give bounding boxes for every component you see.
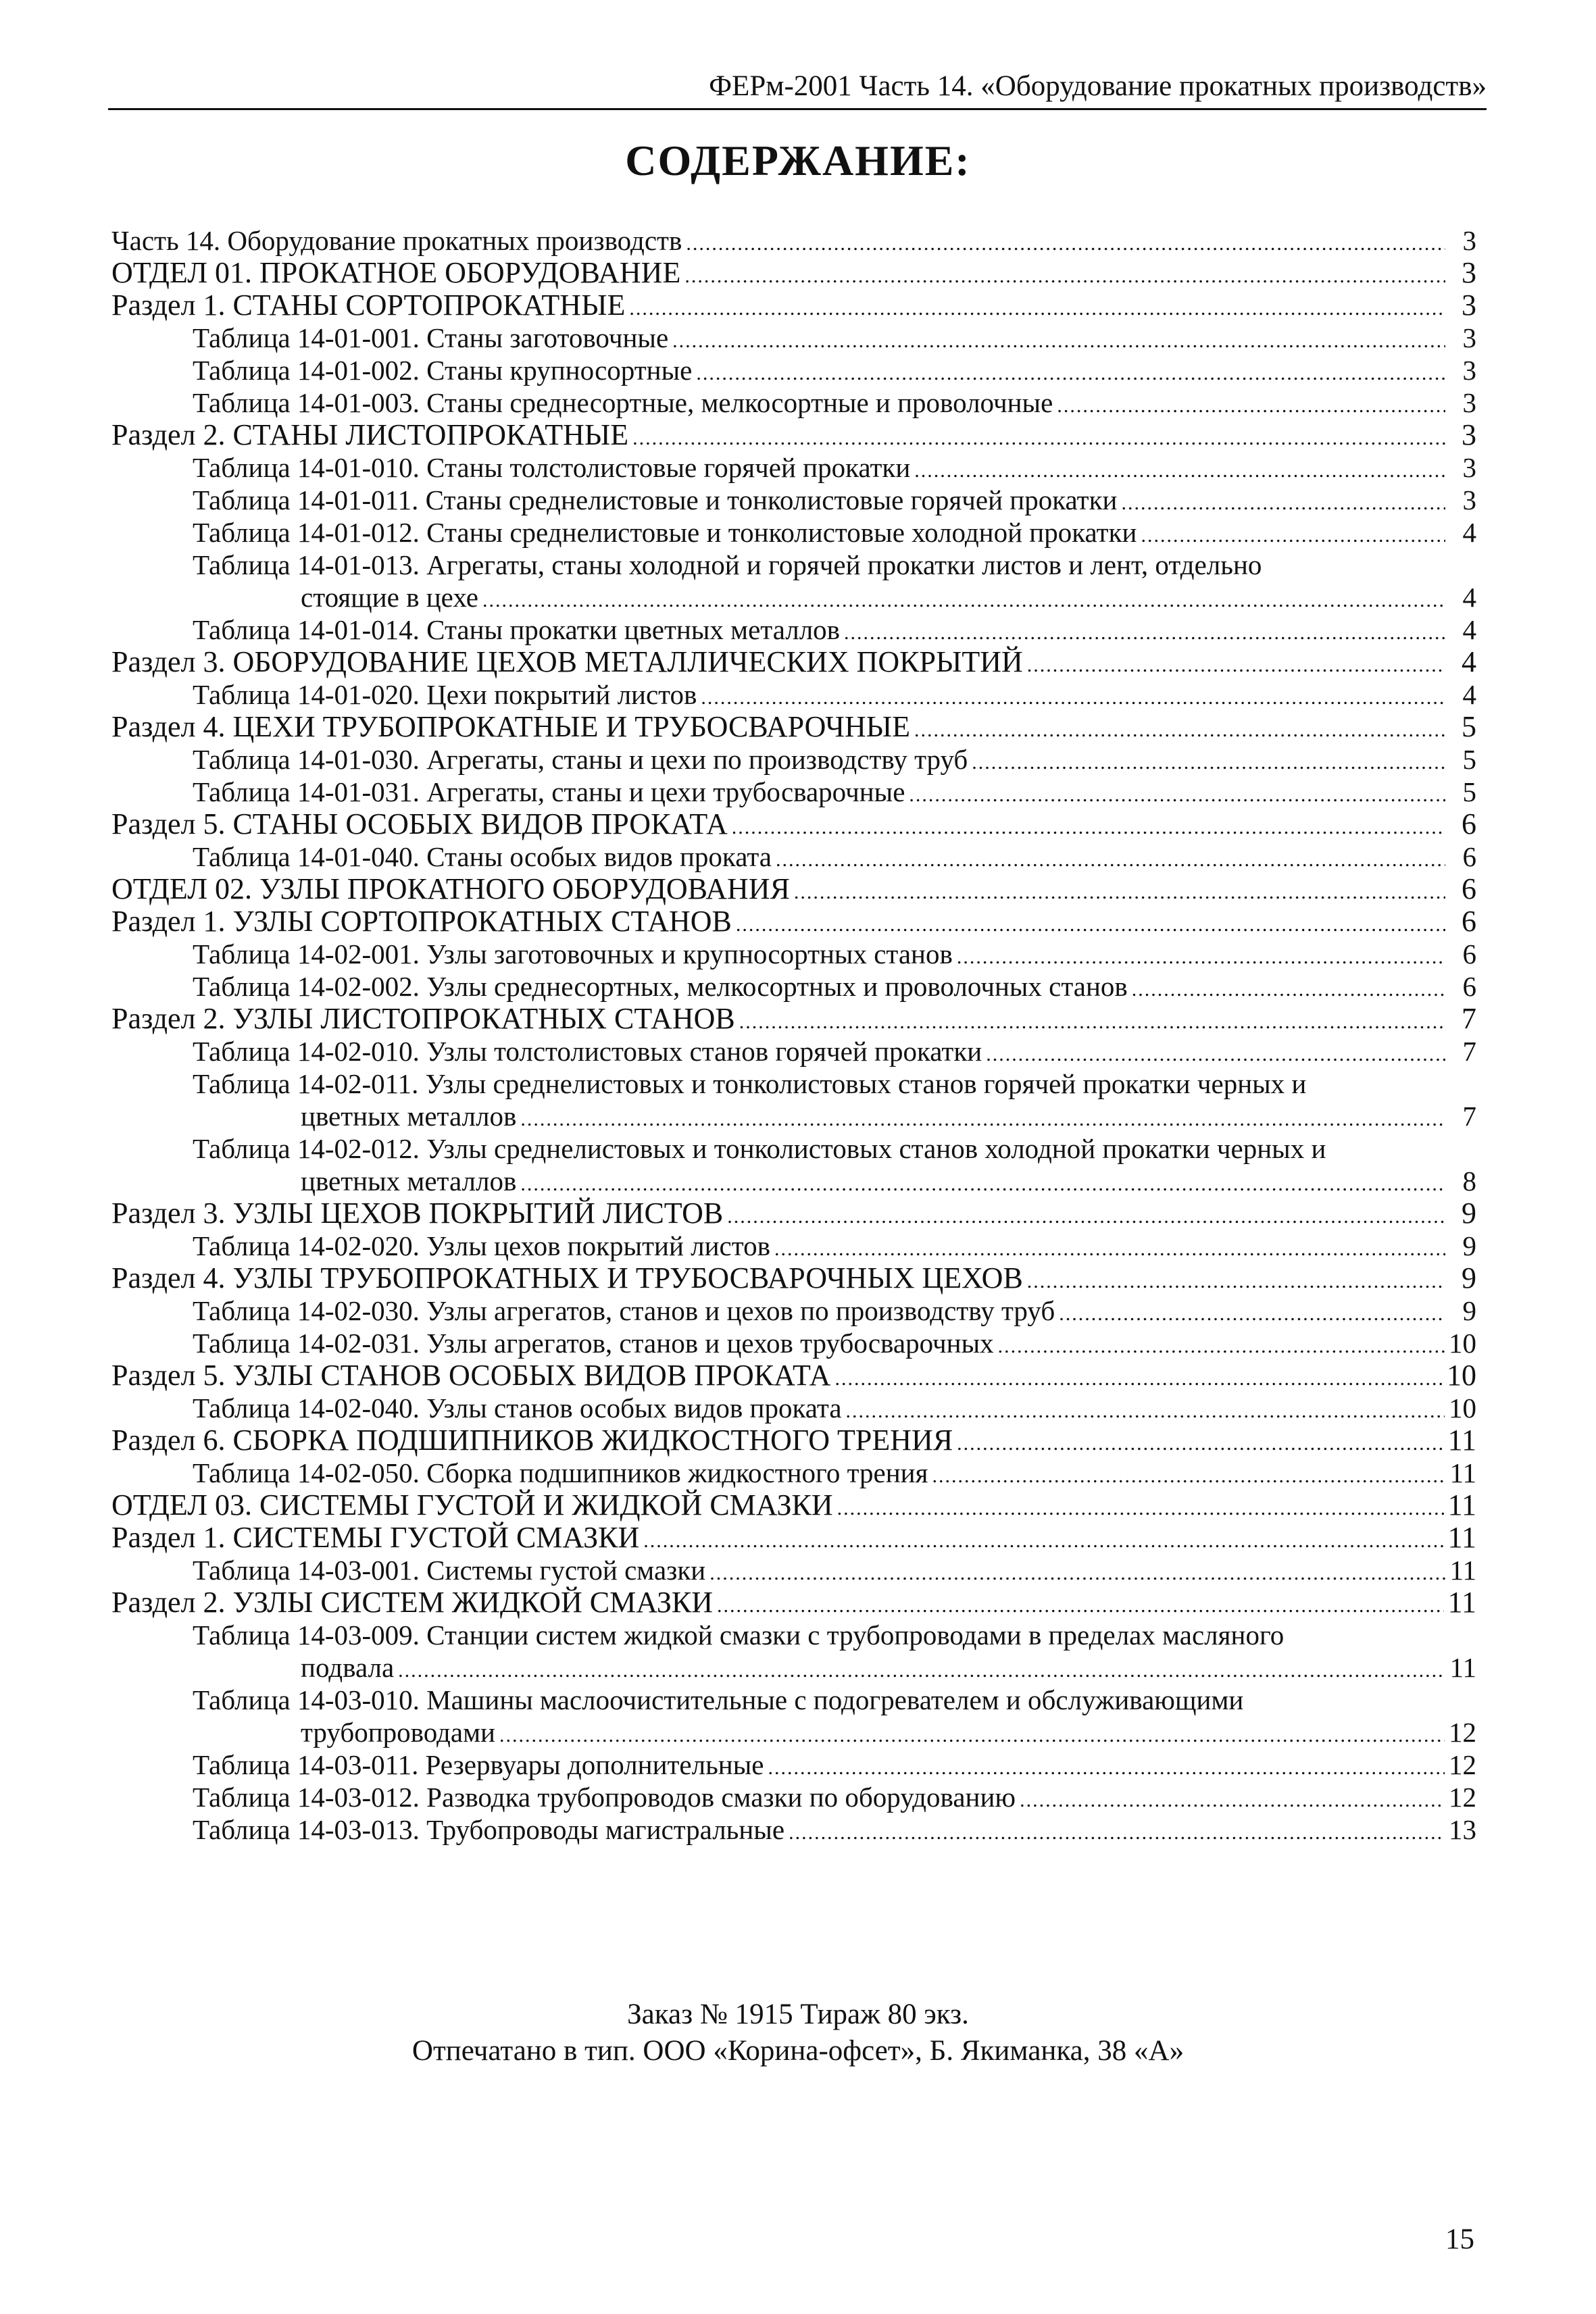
toc-entry-title: Таблица 14-02-011. Узлы среднелистовых и тонколистовых станов горячей прокатки черных и: [193, 1068, 1307, 1099]
toc-entry-title: подвала: [301, 1652, 395, 1683]
toc-entry-page: 9: [1462, 1295, 1476, 1326]
toc-entry-title: ОТДЕЛ 03. СИСТЕМЫ ГУСТОЙ И ЖИДКОЙ СМАЗКИ: [111, 1488, 833, 1521]
toc-entry: [111, 678, 1476, 711]
toc-entry: [111, 743, 1476, 776]
toc-entry-page: 4: [1462, 614, 1476, 645]
toc-entry-title: ОТДЕЛ 01. ПРОКАТНОЕ ОБОРУДОВАНИЕ: [111, 256, 681, 289]
toc-entry-title: Таблица 14-03-010. Машины маслоочистительные с подогревателем и обслуживающими: [193, 1684, 1244, 1715]
toc-entry-title: Таблица 14-03-001. Системы густой смазки: [193, 1555, 706, 1586]
toc-entry-title: Таблица 14-01-003. Станы среднесортные, мелкосортные и проволочные: [193, 387, 1053, 418]
toc-entry-page: 4: [1462, 679, 1476, 710]
toc-entry-page: 5: [1462, 776, 1476, 807]
toc-entry: [111, 1813, 1476, 1846]
toc-entry-title: Раздел 1. СТАНЫ СОРТОПРОКАТНЫЕ: [111, 288, 626, 322]
toc-entry-page: 12: [1449, 1749, 1476, 1780]
toc-entry-title: Таблица 14-01-031. Агрегаты, станы и цехи трубосварочные: [193, 776, 905, 807]
toc-entry-title: стоящие в цехе: [301, 582, 478, 613]
imprint-order-line: Заказ № 1915 Тираж 80 экз.: [627, 1998, 969, 2030]
toc-entry: [111, 451, 1476, 484]
toc-leader-dots: [1132, 974, 1445, 1006]
toc-entry-page: 11: [1447, 1521, 1476, 1554]
toc-entry: [111, 905, 1476, 938]
toc-entry: [111, 873, 1476, 905]
toc-entry: [111, 808, 1476, 840]
toc-entry-title: Таблица 14-02-030. Узлы агрегатов, станов и цехов по производству труб: [193, 1295, 1055, 1326]
toc-entry: [111, 1100, 1476, 1132]
toc-leader-dots: [520, 1103, 1445, 1136]
toc-leader-dots: [632, 422, 1445, 455]
toc-entry-page: 9: [1462, 1197, 1476, 1230]
toc-entry-title: Раздел 1. СИСТЕМЫ ГУСТОЙ СМАЗКИ: [111, 1521, 640, 1554]
toc-leader-dots: [717, 1590, 1444, 1622]
toc-leader-dots: [1059, 1298, 1445, 1330]
toc-entry: [111, 1457, 1476, 1489]
toc-entry-title: Таблица 14-01-011. Станы среднелистовые и тонколистовые горячей прокатки: [193, 484, 1118, 515]
toc-entry-page: 8: [1462, 1165, 1476, 1197]
toc-entry-page: 11: [1449, 1555, 1476, 1586]
toc-leader-dots: [986, 1038, 1445, 1071]
toc-entry-page: 3: [1462, 484, 1476, 515]
toc-entry: [111, 484, 1476, 516]
toc-entry-page: 9: [1462, 1261, 1476, 1294]
toc-entry: [111, 1489, 1476, 1521]
toc-leader-dots: [834, 1363, 1443, 1395]
toc-entry-title: Таблица 14-01-020. Цехи покрытий листов: [193, 679, 697, 710]
toc-entry-page: 10: [1447, 1359, 1476, 1392]
toc-leader-dots: [629, 293, 1445, 325]
toc-entry-page: 4: [1462, 582, 1476, 613]
toc-entry: [111, 581, 1476, 613]
toc-leader-dots: [957, 941, 1445, 974]
toc-entry: [111, 1392, 1476, 1424]
toc-entry: [111, 322, 1476, 354]
toc-entry-page: 4: [1462, 517, 1476, 548]
toc-entry: [111, 386, 1476, 419]
toc-leader-dots: [701, 682, 1445, 714]
toc-entry-title: ОТДЕЛ 02. УЗЛЫ ПРОКАТНОГО ОБОРУДОВАНИЯ: [111, 872, 790, 905]
toc-entry-title: Таблица 14-02-002. Узлы среднесортных, мелкосортных и проволочных станов: [193, 971, 1128, 1002]
toc-entry-page: 5: [1462, 710, 1476, 743]
toc-entry-page: 6: [1462, 807, 1476, 840]
toc-entry-page: 10: [1449, 1392, 1476, 1424]
imprint: [0, 1996, 1596, 2069]
toc-entry-title: Таблица 14-01-014. Станы прокатки цветных металлов: [193, 614, 841, 645]
toc-entry-title: Таблица 14-01-012. Станы среднелистовые и тонколистовые холодной прокатки: [193, 517, 1137, 548]
toc-entry-title: Таблица 14-02-031. Узлы агрегатов, станов и цехов трубосварочных: [193, 1328, 994, 1359]
toc-entry-page: 9: [1462, 1230, 1476, 1261]
toc-entry: [111, 1521, 1476, 1554]
toc-entry: [111, 1781, 1476, 1813]
toc-entry-title: Часть 14. Оборудование прокатных производств: [111, 225, 682, 256]
toc-entry: [111, 1716, 1476, 1749]
toc-leader-dots: [398, 1655, 1445, 1687]
toc-entry: [111, 419, 1476, 451]
toc-entry: [111, 516, 1476, 549]
toc-entry: [111, 1619, 1476, 1651]
toc-entry-title: Таблица 14-03-013. Трубопроводы магистральные: [193, 1814, 785, 1845]
toc-leader-dots: [736, 909, 1445, 941]
toc-leader-dots: [1020, 1784, 1445, 1817]
toc-entry: [111, 1749, 1476, 1781]
toc-entry: [111, 613, 1476, 646]
toc-entry: [111, 549, 1476, 581]
toc-entry-page: 10: [1449, 1328, 1476, 1359]
toc-leader-dots: [768, 1752, 1445, 1784]
toc-entry-page: 5: [1462, 744, 1476, 775]
toc-entry: [111, 1554, 1476, 1586]
toc-leader-dots: [957, 1428, 1443, 1460]
toc-entry-page: 6: [1462, 841, 1476, 872]
toc-entry: [111, 1165, 1476, 1197]
toc-leader-dots: [684, 260, 1445, 293]
toc-entry: [111, 646, 1476, 678]
toc-leader-dots: [914, 714, 1445, 747]
table-of-contents: [111, 224, 1476, 1846]
toc-entry-page: 3: [1462, 452, 1476, 483]
toc-leader-dots: [643, 1525, 1443, 1557]
toc-entry: [111, 1359, 1476, 1392]
toc-entry: [111, 840, 1476, 873]
toc-entry: [111, 1651, 1476, 1684]
toc-entry-page: 6: [1462, 905, 1476, 938]
toc-entry-title: Таблица 14-01-013. Агрегаты, станы холодной и горячей прокатки листов и лент, отдельно: [193, 549, 1262, 580]
toc-entry-page: 4: [1462, 645, 1476, 678]
toc-entry-title: Раздел 3. ОБОРУДОВАНИЕ ЦЕХОВ МЕТАЛЛИЧЕСКИХ ПОКРЫТИЙ: [111, 645, 1023, 678]
toc-leader-dots: [972, 747, 1445, 779]
toc-entry-page: 11: [1447, 1586, 1476, 1619]
toc-leader-dots: [914, 455, 1445, 487]
toc-entry-title: Таблица 14-01-030. Агрегаты, станы и цехи по производству труб: [193, 744, 968, 775]
toc-entry: [111, 1230, 1476, 1262]
toc-leader-dots: [1121, 487, 1445, 520]
toc-entry-title: цветных металлов: [301, 1101, 517, 1132]
toc-entry-page: 12: [1449, 1717, 1476, 1748]
toc-entry-title: Раздел 4. УЗЛЫ ТРУБОПРОКАТНЫХ И ТРУБОСВАРОЧНЫХ ЦЕХОВ: [111, 1261, 1023, 1294]
toc-leader-dots: [932, 1460, 1445, 1492]
toc-leader-dots: [727, 1201, 1445, 1233]
toc-entry-title: Раздел 6. СБОРКА ПОДШИПНИКОВ ЖИДКОСТНОГО ТРЕНИЯ: [111, 1424, 953, 1457]
toc-entry-page: 7: [1462, 1101, 1476, 1132]
toc-entry-title: Таблица 14-02-020. Узлы цехов покрытий листов: [193, 1230, 770, 1261]
toc-entry-title: Таблица 14-03-011. Резервуары дополнительные: [193, 1749, 764, 1780]
toc-entry-page: 11: [1449, 1457, 1476, 1488]
toc-entry-title: Раздел 5. СТАНЫ ОСОБЫХ ВИДОВ ПРОКАТА: [111, 807, 728, 840]
toc-leader-dots: [837, 1492, 1444, 1525]
toc-entry: [111, 1684, 1476, 1716]
toc-entry-page: 3: [1462, 322, 1476, 353]
toc-entry: [111, 1327, 1476, 1359]
toc-entry-title: Раздел 2. УЗЛЫ СИСТЕМ ЖИДКОЙ СМАЗКИ: [111, 1586, 714, 1619]
toc-entry-title: Таблица 14-01-040. Станы особых видов проката: [193, 841, 772, 872]
toc-entry: [111, 776, 1476, 808]
toc-entry-page: 7: [1462, 1002, 1476, 1035]
toc-entry-title: Раздел 2. УЗЛЫ ЛИСТОПРОКАТНЫХ СТАНОВ: [111, 1002, 735, 1035]
toc-entry-title: Раздел 5. УЗЛЫ СТАНОВ ОСОБЫХ ВИДОВ ПРОКАТА: [111, 1359, 831, 1392]
toc-entry-page: 3: [1462, 256, 1476, 289]
toc-entry-title: Раздел 3. УЗЛЫ ЦЕХОВ ПОКРЫТИЙ ЛИСТОВ: [111, 1197, 724, 1230]
toc-entry-title: Таблица 14-02-012. Узлы среднелистовых и тонколистовых станов холодной прокатки черных и: [193, 1133, 1326, 1164]
toc-entry-page: 3: [1462, 288, 1476, 322]
toc-leader-dots: [672, 325, 1445, 357]
toc-leader-dots: [1027, 649, 1445, 682]
toc-entry-title: Таблица 14-02-050. Сборка подшипников жидкостного трения: [193, 1457, 928, 1488]
toc-leader-dots: [844, 617, 1445, 649]
toc-entry: [111, 354, 1476, 386]
toc-leader-dots: [794, 876, 1445, 909]
toc-leader-dots: [709, 1557, 1445, 1590]
toc-leader-dots: [998, 1330, 1445, 1363]
running-header: ФЕРм-2001 Часть 14. «Оборудование прокатных производств»: [108, 68, 1487, 110]
toc-entry-title: Раздел 4. ЦЕХИ ТРУБОПРОКАТНЫЕ И ТРУБОСВАРОЧНЫЕ: [111, 710, 910, 743]
toc-entry: [111, 1132, 1476, 1165]
toc-entry-page: 6: [1462, 938, 1476, 970]
toc-entry-page: 12: [1449, 1782, 1476, 1813]
toc-leader-dots: [732, 811, 1445, 844]
toc-leader-dots: [774, 1233, 1445, 1265]
toc-entry-title: Раздел 2. СТАНЫ ЛИСТОПРОКАТНЫЕ: [111, 418, 629, 451]
toc-entry: [111, 1067, 1476, 1100]
toc-entry-page: 13: [1449, 1814, 1476, 1845]
toc-entry-page: 11: [1447, 1488, 1476, 1521]
toc-entry-title: Таблица 14-02-040. Узлы станов особых видов проката: [193, 1392, 842, 1424]
toc-leader-dots: [739, 1006, 1445, 1038]
toc-entry-title: Таблица 14-01-002. Станы крупносортные: [193, 355, 693, 386]
toc-leader-dots: [696, 357, 1445, 390]
toc-entry-page: 3: [1462, 225, 1476, 256]
toc-entry: [111, 257, 1476, 289]
page-title: СОДЕРЖАНИЕ:: [625, 136, 971, 184]
imprint-printer-line: Отпечатано в тип. ООО «Корина-офсет», Б. Якиманка, 38 «А»: [412, 2035, 1184, 2067]
toc-entry: [111, 1424, 1476, 1457]
toc-leader-dots: [482, 584, 1445, 617]
toc-entry-page: 3: [1462, 418, 1476, 451]
toc-leader-dots: [686, 228, 1445, 260]
toc-entry: [111, 289, 1476, 322]
toc-entry: [111, 1294, 1476, 1327]
toc-entry: [111, 711, 1476, 743]
toc-leader-dots: [776, 844, 1445, 876]
toc-entry-page: 11: [1447, 1424, 1476, 1457]
toc-leader-dots: [846, 1395, 1445, 1428]
toc-entry-title: Таблица 14-01-001. Станы заготовочные: [193, 322, 669, 353]
page-number: 15: [1445, 2223, 1474, 2255]
toc-entry-page: 11: [1449, 1652, 1476, 1683]
toc-entry-page: 3: [1462, 387, 1476, 418]
toc-leader-dots: [1027, 1265, 1445, 1298]
toc-entry: [111, 970, 1476, 1003]
toc-entry: [111, 938, 1476, 970]
toc-entry-title: Таблица 14-02-010. Узлы толстолистовых станов горячей прокатки: [193, 1036, 982, 1067]
toc-entry-page: 6: [1462, 971, 1476, 1002]
toc-entry-title: Таблица 14-03-009. Станции систем жидкой смазки с трубопроводами в пределах масляного: [193, 1619, 1285, 1651]
toc-entry-title: цветных металлов: [301, 1165, 517, 1197]
toc-leader-dots: [499, 1719, 1445, 1752]
toc-entry: [111, 1586, 1476, 1619]
toc-leader-dots: [520, 1168, 1445, 1201]
toc-leader-dots: [909, 779, 1445, 811]
toc-leader-dots: [789, 1817, 1445, 1849]
toc-entry-page: 6: [1462, 872, 1476, 905]
toc-leader-dots: [1141, 520, 1445, 552]
toc-entry: [111, 1003, 1476, 1035]
toc-entry-page: 7: [1462, 1036, 1476, 1067]
toc-entry-title: Таблица 14-01-010. Станы толстолистовые горячей прокатки: [193, 452, 911, 483]
toc-entry: [111, 1197, 1476, 1230]
toc-entry-title: Таблица 14-02-001. Узлы заготовочных и крупносортных станов: [193, 938, 953, 970]
toc-leader-dots: [1057, 390, 1445, 422]
toc-entry-title: Раздел 1. УЗЛЫ СОРТОПРОКАТНЫХ СТАНОВ: [111, 905, 732, 938]
toc-entry-title: трубопроводами: [301, 1717, 495, 1748]
toc-entry-title: Таблица 14-03-012. Разводка трубопроводов смазки по оборудованию: [193, 1782, 1016, 1813]
toc-entry: [111, 1035, 1476, 1067]
toc-entry-page: 3: [1462, 355, 1476, 386]
toc-entry: [111, 224, 1476, 257]
toc-entry: [111, 1262, 1476, 1294]
